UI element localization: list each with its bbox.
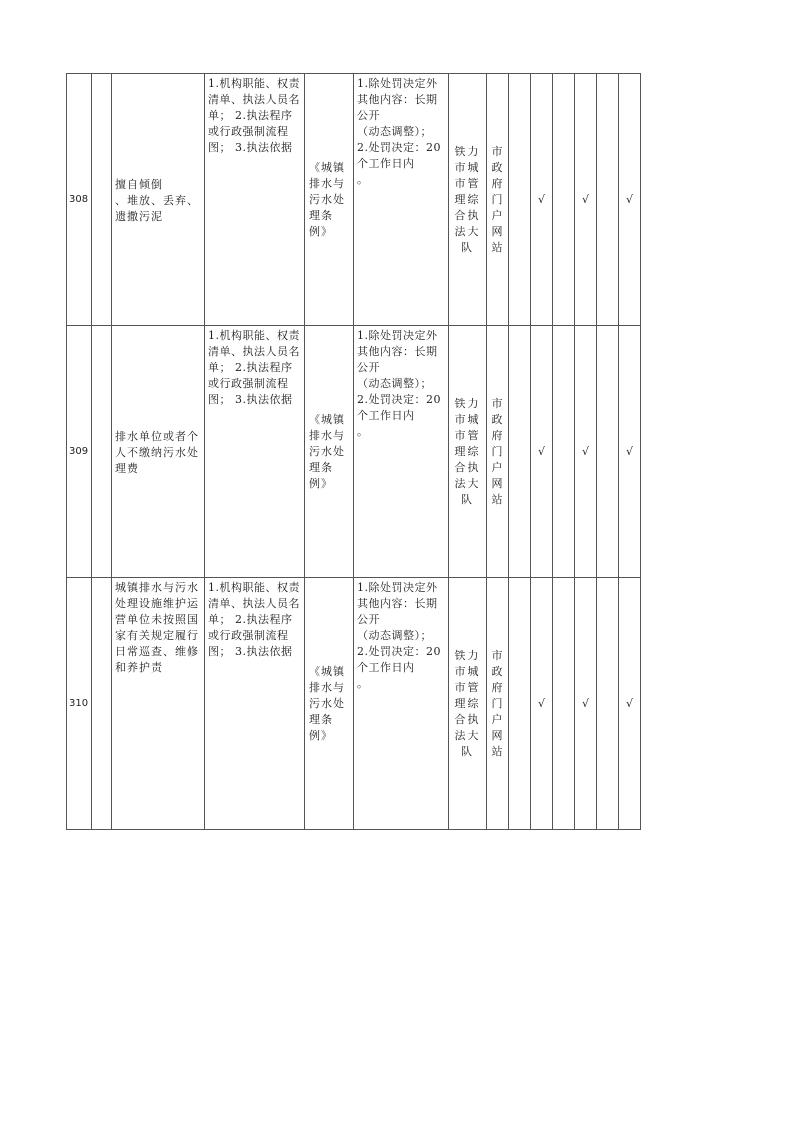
row-number: 308: [67, 74, 92, 326]
check-cell: √: [531, 578, 553, 830]
row-number: 309: [67, 326, 92, 578]
disclosure-table: [66, 73, 641, 830]
responsible-subject: 铁力市城市管理综合执法大队: [449, 578, 487, 830]
table-row: [67, 578, 641, 830]
responsible-subject: 铁力市城市管理综合执法大队: [449, 326, 487, 578]
check-cell: [509, 74, 531, 326]
check-cell: √: [531, 326, 553, 578]
table-row: [67, 326, 641, 578]
spacer-cell: [92, 74, 112, 326]
responsible-subject: 铁力市城市管理综合执法大队: [449, 74, 487, 326]
disclosure-content: 1.机构职能、权责清单、执法人员名单； 2.执法程序或行政强制流程 图； 3.执法依据: [205, 578, 305, 830]
check-cell: [597, 74, 619, 326]
check-cell: [509, 326, 531, 578]
item-name: 排水单位或者个人不缴纳污水处理费: [112, 326, 205, 578]
spacer-cell: [92, 326, 112, 578]
disclosure-content: 1.机构职能、权责清单、执法人员名单； 2.执法程序或行政强制流程 图； 3.执法依据: [205, 74, 305, 326]
check-cell: √: [619, 74, 641, 326]
check-cell: [553, 578, 575, 830]
legal-basis: 《城镇排水与污水处理条例》: [305, 74, 354, 326]
table-row: [67, 74, 641, 326]
item-name: 擅自倾倒 、堆放、丢弃、遗撒污泥: [112, 74, 205, 326]
disclosure-content: 1.机构职能、权责清单、执法人员名单； 2.执法程序或行政强制流程 图； 3.执法依据: [205, 326, 305, 578]
check-cell: √: [575, 578, 597, 830]
spacer-cell: [92, 578, 112, 830]
check-cell: √: [619, 578, 641, 830]
legal-basis: 《城镇排水与污水处理条例》: [305, 578, 354, 830]
check-cell: [553, 74, 575, 326]
check-cell: [597, 326, 619, 578]
disclosure-time: 1.除处罚决定外其他内容：长期公开 （动态调整）； 2.处罚决定：20个工作日内 。: [354, 578, 449, 830]
check-cell: [597, 578, 619, 830]
disclosure-channel: 市政府门户网站: [487, 326, 509, 578]
check-cell: √: [575, 326, 597, 578]
disclosure-channel: 市政府门户网站: [487, 74, 509, 326]
item-name: 城镇排水与污水处理设施维护运营单位未按照国家有关规定履行日常巡查、维修和养护责: [112, 578, 205, 830]
disclosure-time: 1.除处罚决定外其他内容：长期公开 （动态调整）； 2.处罚决定：20个工作日内 。: [354, 74, 449, 326]
check-cell: √: [575, 74, 597, 326]
disclosure-time: 1.除处罚决定外其他内容：长期公开 （动态调整）； 2.处罚决定：20个工作日内 。: [354, 326, 449, 578]
row-number: 310: [67, 578, 92, 830]
check-cell: [509, 578, 531, 830]
disclosure-channel: 市政府门户网站: [487, 578, 509, 830]
check-cell: √: [531, 74, 553, 326]
check-cell: [553, 326, 575, 578]
check-cell: √: [619, 326, 641, 578]
legal-basis: 《城镇排水与污水处理条例》: [305, 326, 354, 578]
